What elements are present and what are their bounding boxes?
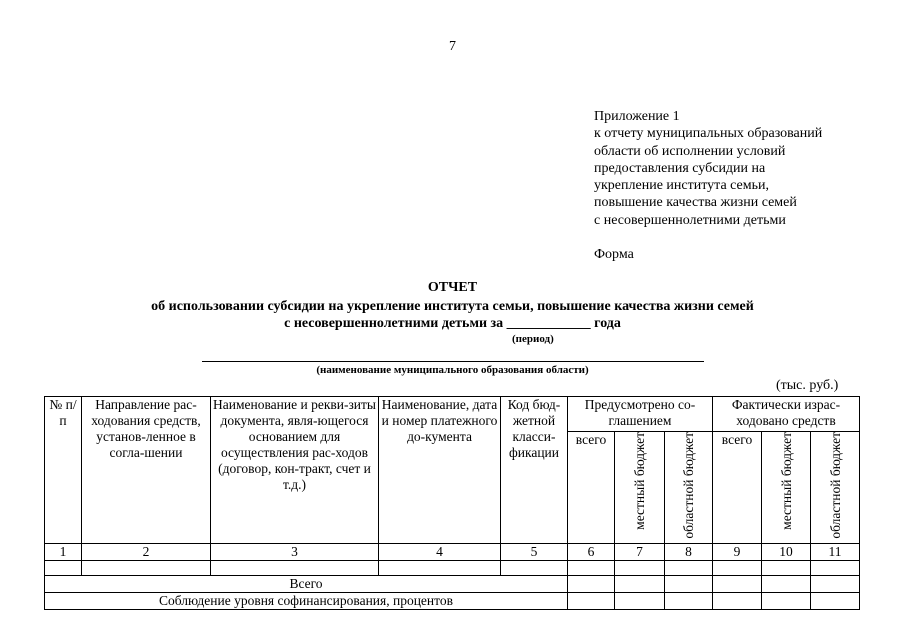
appendix-line: Приложение 1 [594,109,680,124]
table-cell [713,560,762,575]
appendix-line: к отчету муниципальных образований [594,126,823,142]
municipality-underline [202,361,704,362]
report-title: ОТЧЕТ [427,280,478,295]
appendix-line: предоставления субсидии на [594,160,766,176]
table-cell [568,575,615,592]
column-number: 8 [665,543,713,560]
header-actual-local-label: местный бюджет [778,432,794,530]
column-number: 4 [379,543,501,560]
header-planned-regional [665,432,713,544]
cofinancing-row-label: Соблюдение уровня софинансирования, процентов [45,592,568,609]
header-planned-local [615,432,665,544]
header-planned-total: всего [568,432,615,544]
table-cell [665,560,713,575]
table-cell [811,560,860,575]
report-subtitle [0,298,905,332]
units-label: (тыс. руб.) [776,378,839,393]
column-number-row [45,543,860,560]
total-row [45,575,860,592]
appendix-line: укрепление института семьи, [594,178,769,194]
table-cell [762,592,811,609]
table-cell [615,592,665,609]
table-cell [615,575,665,592]
appendix-line: с несовершеннолетними детьми [594,212,786,228]
header-code: Код бюд-жетной класси-фикации [501,397,568,544]
header-actual: Фактически израс-ходовано средств [713,397,860,432]
total-row-label: Всего [45,575,568,592]
form-label: Форма [594,247,634,263]
header-actual-total: всего [713,432,762,544]
header-planned: Предусмотрено со-глашением [568,397,713,432]
table-cell [665,592,713,609]
column-number: 10 [762,543,811,560]
appendix-block [594,108,822,263]
column-number: 7 [615,543,665,560]
table-cell [568,592,615,609]
cofinancing-row [45,592,860,609]
table-cell [762,575,811,592]
page-number: 7 [449,39,456,54]
table-cell [713,575,762,592]
table-cell [45,560,82,575]
header-planned-regional-label: областной бюджет [681,432,696,539]
table-cell [501,560,568,575]
municipality-hint: (наименование муниципального образования области) [316,364,589,376]
column-number: 11 [811,543,860,560]
header-planned-local-label: местный бюджет [632,432,647,530]
report-subtitle-line1: об использовании субсидии на укрепление института семьи, повышение качества жизни семей [151,299,754,314]
table-cell [379,560,501,575]
table-cell [762,560,811,575]
header-actual-local [762,432,811,544]
table-cell [82,560,211,575]
column-number: 1 [45,543,82,560]
report-subtitle-line2: с несовершеннолетними детьми за ____________ года [284,316,621,331]
table-cell [665,575,713,592]
column-number: 2 [82,543,211,560]
header-direction: Направление рас-ходования средств, установ-ленное в согла-шении [82,397,211,544]
appendix-line: области об исполнении условий [594,143,786,159]
column-number: 5 [501,543,568,560]
table-cell [211,560,379,575]
table-cell [615,560,665,575]
column-number: 6 [568,543,615,560]
header-actual-regional [811,432,860,544]
report-table [44,396,860,610]
table-cell [713,592,762,609]
header-payment: Наименование, дата и номер платежного до-кумента [379,397,501,544]
table-row [45,560,860,575]
header-actual-regional-label: областной бюджет [827,432,843,539]
table-cell [811,575,860,592]
table-cell [811,592,860,609]
header-document: Наименование и рекви-зиты документа, явля-ющегося основанием для осуществления рас-ходов (договор, кон-тракт, счет и т.д.) [211,397,379,544]
header-num: № п/п [45,397,82,544]
appendix-line: повышение качества жизни семей [594,195,797,211]
column-number: 3 [211,543,379,560]
period-hint: (период) [512,333,554,345]
column-number: 9 [713,543,762,560]
table-cell [568,560,615,575]
